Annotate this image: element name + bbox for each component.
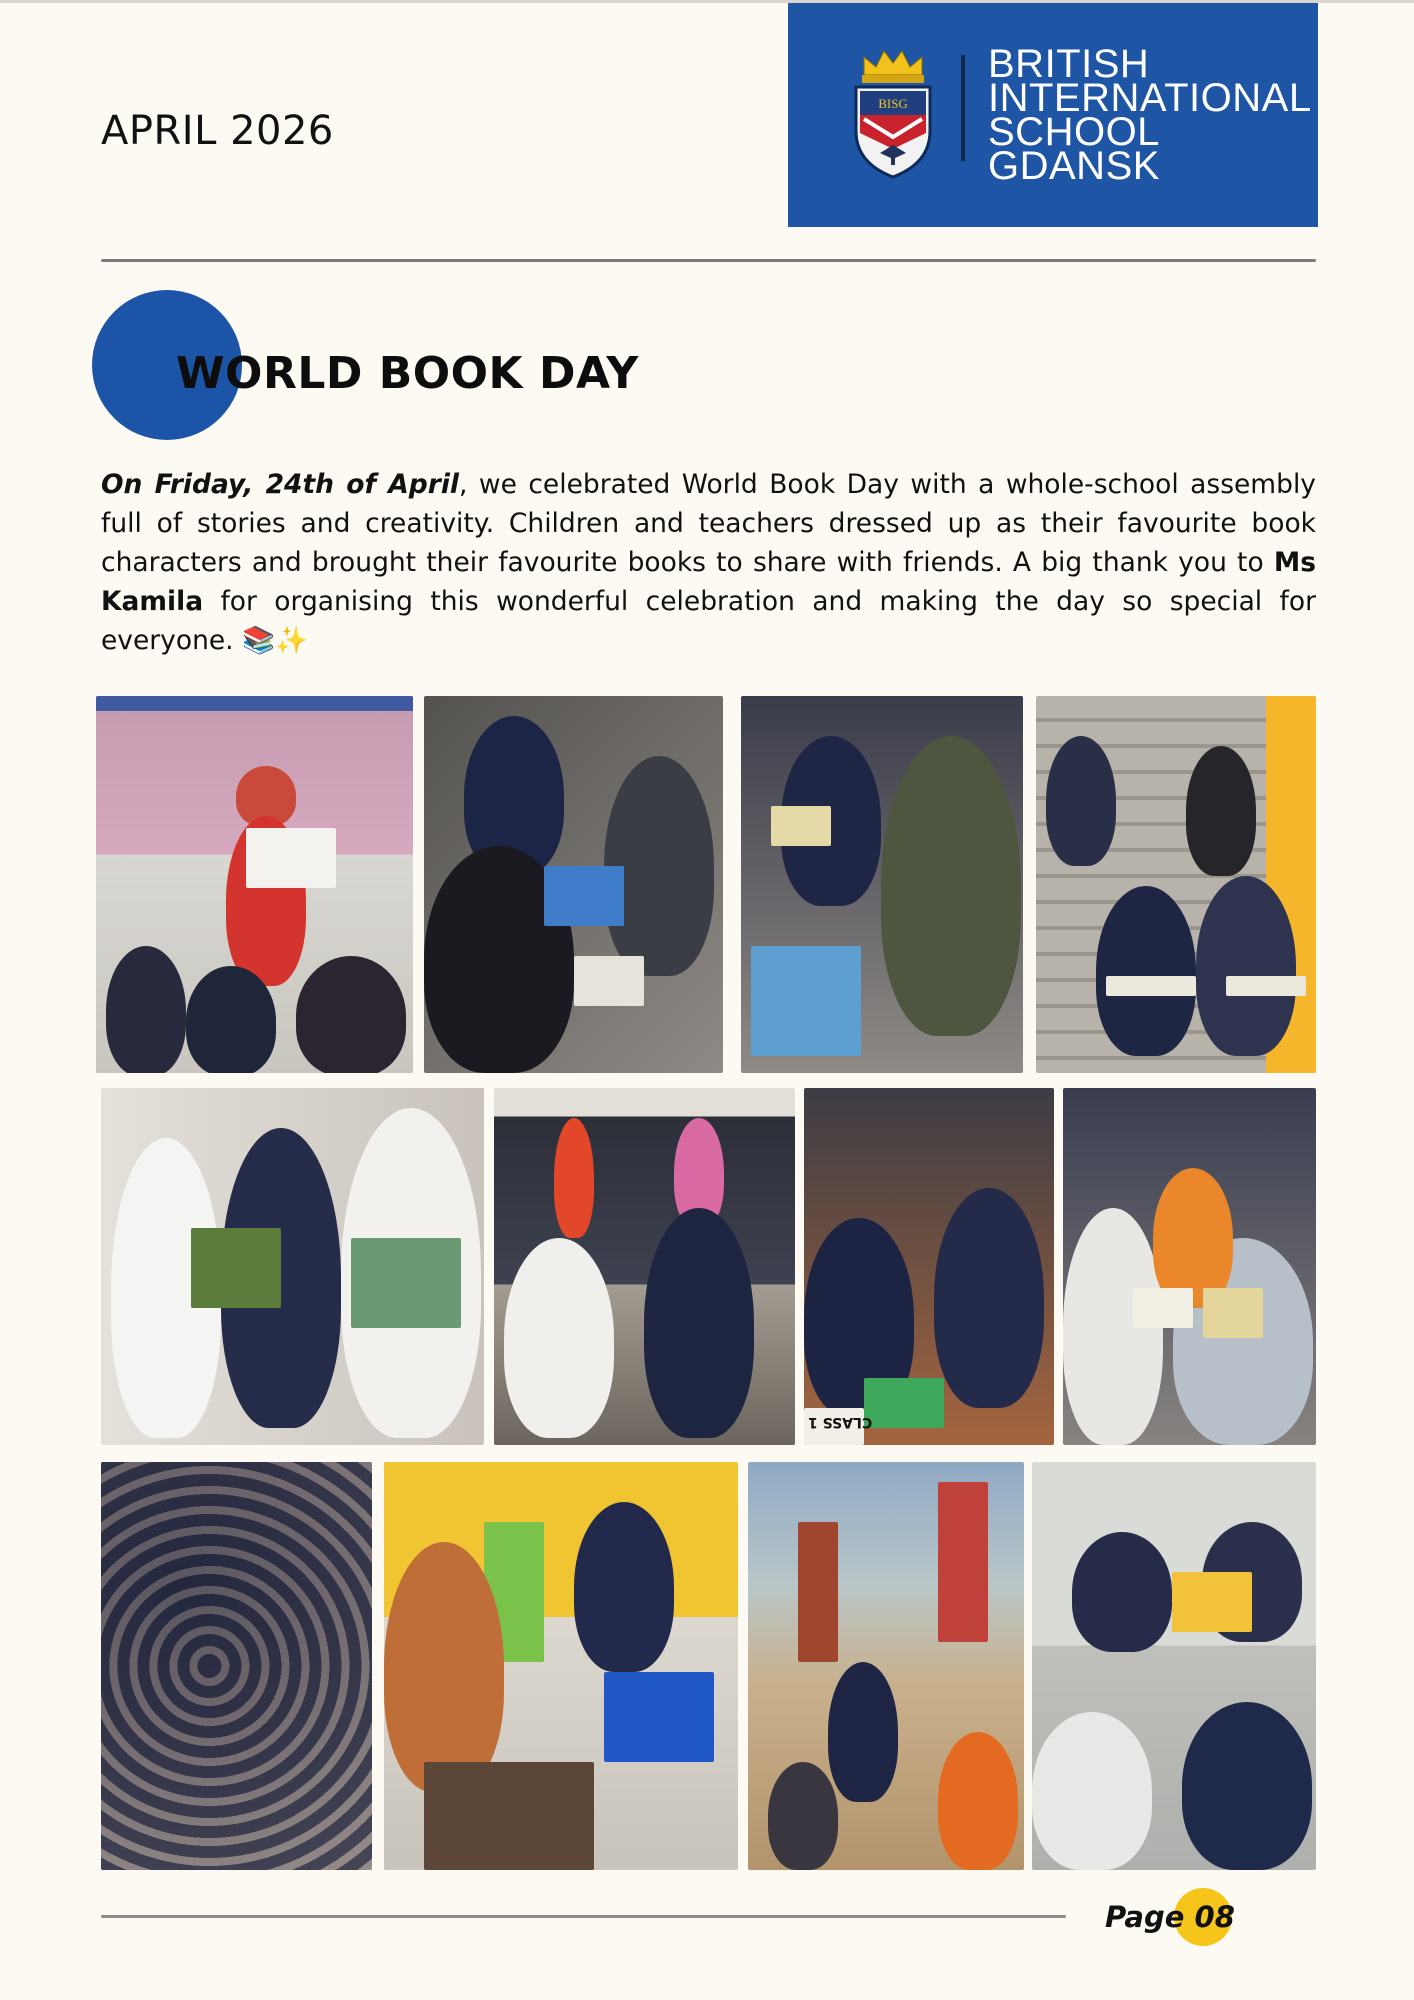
page-number xyxy=(1105,1900,1235,1934)
newsletter-date: APRIL 2026 xyxy=(101,108,334,154)
photo-children-sharing-books xyxy=(424,696,723,1073)
intro-text-2: for organising this wonderful celebration and making the day so special for everyone. 📚✨ xyxy=(101,586,1316,656)
photo-playground-reading xyxy=(748,1462,1024,1870)
photo-teacher-reading-assembly xyxy=(96,696,413,1073)
crest-lettering: BISG xyxy=(878,96,908,111)
article-title: WORLD BOOK DAY xyxy=(176,348,639,399)
photo-class-reading-floor xyxy=(804,1088,1054,1445)
photo-children-reading-stairs xyxy=(1036,696,1316,1073)
photo-boys-holding-books xyxy=(101,1088,484,1445)
school-crest-icon xyxy=(850,45,936,181)
photo-girls-reading-floor xyxy=(1063,1088,1316,1445)
school-logo-banner xyxy=(788,3,1318,227)
footer-divider xyxy=(101,1915,1066,1918)
school-name-line: BRITISH xyxy=(988,42,1150,86)
intro-organiser-name: Ms Kamila xyxy=(101,547,1316,617)
school-name-line: INTERNATIONAL xyxy=(988,76,1312,120)
intro-date: On Friday, 24th of April xyxy=(101,469,459,500)
article-intro xyxy=(101,465,1316,660)
logo-divider xyxy=(961,55,965,161)
school-name xyxy=(988,42,1312,188)
photo-table-group-reading xyxy=(1032,1462,1316,1870)
school-name-line: SCHOOL xyxy=(988,110,1160,154)
class-card-text: CLASS 1 xyxy=(808,1414,873,1430)
school-name-line: GDANSK xyxy=(988,144,1160,188)
photo-whole-school-hall xyxy=(101,1462,372,1870)
intro-text-1: , we celebrated World Book Day with a whole-school assembly full of stories and creativity. Children and teachers dressed up as their favourite book characters and brought their favourite books to share with friends. A big thank you to xyxy=(101,469,1316,578)
page-word: Page xyxy=(1105,1900,1185,1934)
page-number-value: 08 xyxy=(1194,1900,1235,1934)
photo-boys-reading-bench xyxy=(494,1088,795,1445)
header-divider xyxy=(101,259,1316,262)
photo-children-reading-floor xyxy=(741,696,1023,1073)
photo-classroom-desk-reading xyxy=(384,1462,738,1870)
